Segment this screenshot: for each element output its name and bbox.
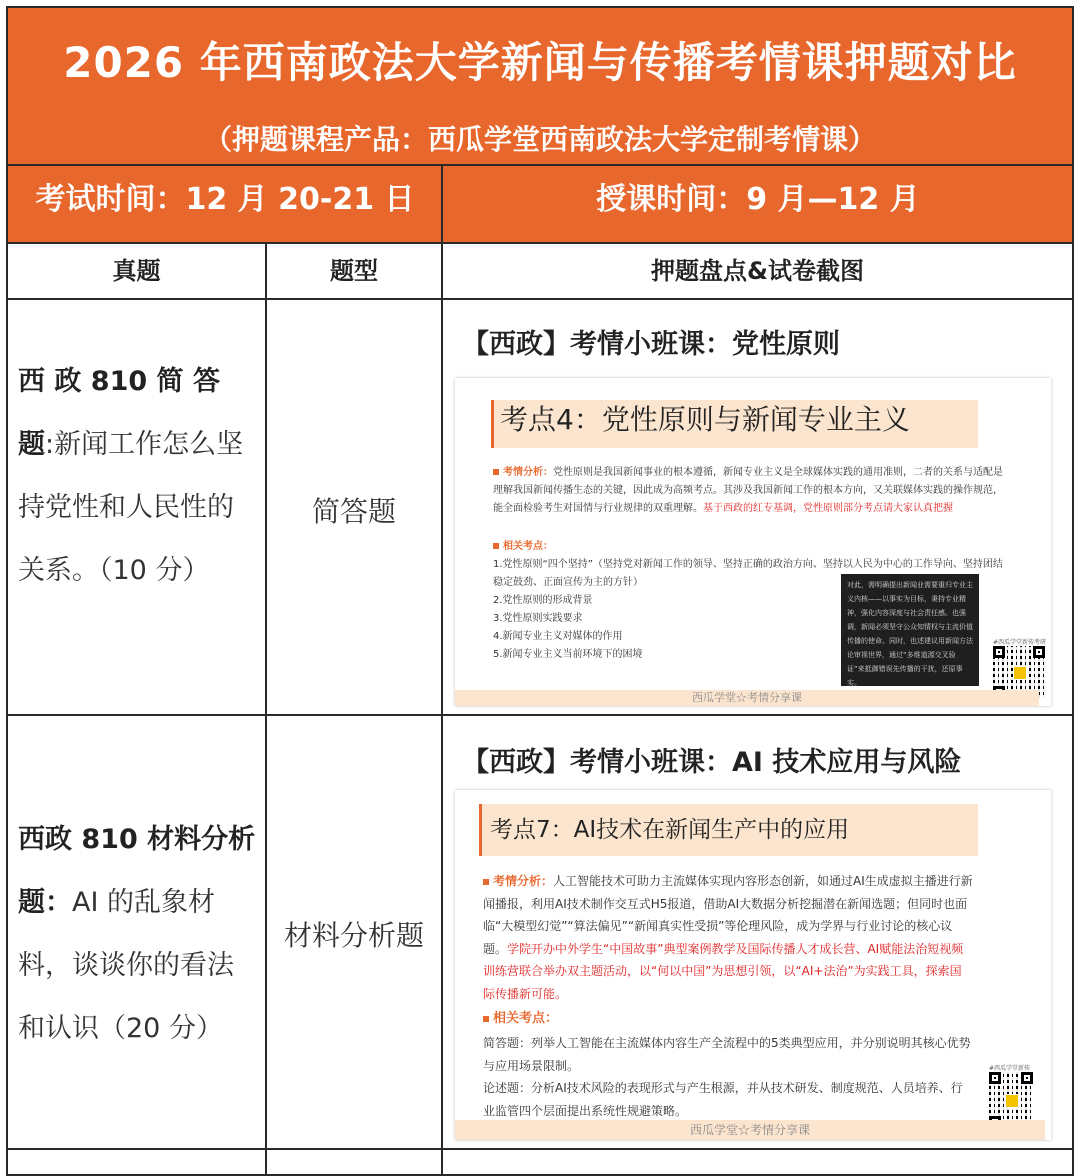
question-type: 简答题 <box>311 495 396 528</box>
exam-screenshot <box>455 378 1051 706</box>
watermark: 西瓜学堂☆考情分享课 <box>455 1120 1045 1140</box>
related-item: 5.新闻专业主义当前环境下的困境 <box>493 649 643 660</box>
related-item: 论述题：分析AI技术风险的表现形式与产生根源，并从技术研发、制度规范、人员培养、行业监管四个层面提出系统性规避策略。 <box>483 1081 963 1118</box>
related-item: 简答题：列举人工智能在主流媒体内容生产全流程中的5类典型应用，并分别说明其核心优势与应用场景限制。 <box>483 1036 971 1073</box>
related-item: 3.党性原则实践要求 <box>493 613 583 624</box>
analysis-block <box>493 464 1003 518</box>
analysis-block <box>483 870 973 1005</box>
related-label-line <box>493 538 1003 556</box>
analysis-highlight: 学院开办中外学生“中国故事”典型案例教学及国际传播人才成长营、AI赋能法治短视频训练营联合举办双主题活动，以“何以中国”为思想引领，以“AI+法治”为实践工具，探索国际传播新可能。 <box>483 941 964 1001</box>
bullet-icon <box>483 1016 489 1022</box>
question-body: :新闻工作怎么坚持党性和人民性的关系。（10 分） <box>18 429 244 586</box>
analysis-label: 考情分析： <box>493 874 554 888</box>
bullet-icon <box>483 879 489 885</box>
analysis-text: 人工智能技术可助力主流媒体实现内容形态创新，如通过AI生成虚拟主播进行新闻播报，利用AI技术制作交互式H5报道，借助AI大数据分析挖掘潜在新闻选题；但同时也面临“大模型幻觉”“算法偏见”“新闻真实性受损”等伦理风险，成为学界与行业讨论的核心议题。 <box>483 874 973 956</box>
bullet-icon <box>493 543 499 549</box>
exam-screenshot <box>455 790 1051 1140</box>
key-point-title: 考点4：党性原则与新闻专业主义 <box>494 400 978 448</box>
note-overlay: 对此，需明确提出新闻业需要重归专业主义内核——以事实为目标，秉持专业精神，强化内容深度与社会责任感。也强调，新闻必须坚守公众知情权与主流价值传播的使命。同时，也述建议用新闻方法论审视世界，通过“多维道源交叉验证”来抵御错误先传播的干扰，还原事实。 <box>841 574 979 686</box>
related-item: 1.党性原则“四个坚持”（坚持党对新闻工作的领导、坚持正确的政治方向、坚持以人民为中心的工作导向、坚持团结稳定鼓劲、正面宣传为主的方针） <box>493 559 1003 588</box>
qr-caption: #西瓜学堂新传 <box>989 1065 1031 1072</box>
card-title: 【西政】考情小班课：党性原则 <box>462 329 840 360</box>
bullet-icon <box>493 469 499 475</box>
related-label-line <box>483 1008 973 1030</box>
page-title: 2026 年西南政法大学新闻与传播考情课押题对比 <box>63 38 1017 87</box>
page-subtitle: （押题课程产品：西瓜学堂西南政法大学定制考情课） <box>203 123 876 156</box>
question-type: 材料分析题 <box>283 919 424 952</box>
related-item: 4.新闻专业主义对媒体的作用 <box>493 631 623 642</box>
column-header-question: 真题 <box>112 257 161 285</box>
analysis-highlight: 基于西政的红专基调，党性原则部分考点请大家认真把握 <box>703 503 953 514</box>
related-item: 2.党性原则的形成背景 <box>493 595 593 606</box>
analysis-label: 考情分析： <box>503 467 553 478</box>
qr-caption: #西瓜学堂新传考研 <box>993 639 1047 646</box>
teach-time: 授课时间：9 月—12 月 <box>596 182 920 217</box>
card-title: 【西政】考情小班课：AI 技术应用与风险 <box>462 747 962 778</box>
analysis-text: 党性原则是我国新闻事业的根本遵循，新闻专业主义是全球媒体实践的通用准则，二者的关系与适配是理解我国新闻传播生态的关键，因此成为高频考点。其涉及我国新闻工作的根本方向，又关联媒体实践的操作规范，能全面检验考生对国情与行业规律的双重理解。 <box>493 467 1003 514</box>
key-point-title: 考点7：AI技术在新闻生产中的应用 <box>482 804 978 856</box>
question-label: 西政 810 材料分析题： <box>18 824 256 918</box>
column-header-screenshot: 押题盘点&试卷截图 <box>651 257 864 285</box>
question-label: 西 政 810 简 答 题 <box>18 366 220 460</box>
question-body: AI 的乱象材料，谈谈你的看法和认识（20 分） <box>18 887 234 1044</box>
column-header-type: 题型 <box>330 257 378 285</box>
watermark: 西瓜学堂☆考情分享课 <box>455 690 1039 706</box>
question-text <box>18 350 258 602</box>
related-label: 相关考点： <box>503 541 553 552</box>
related-label: 相关考点： <box>493 1011 559 1026</box>
question-text <box>18 808 258 1060</box>
exam-time: 考试时间：12 月 20-21 日 <box>35 182 415 217</box>
